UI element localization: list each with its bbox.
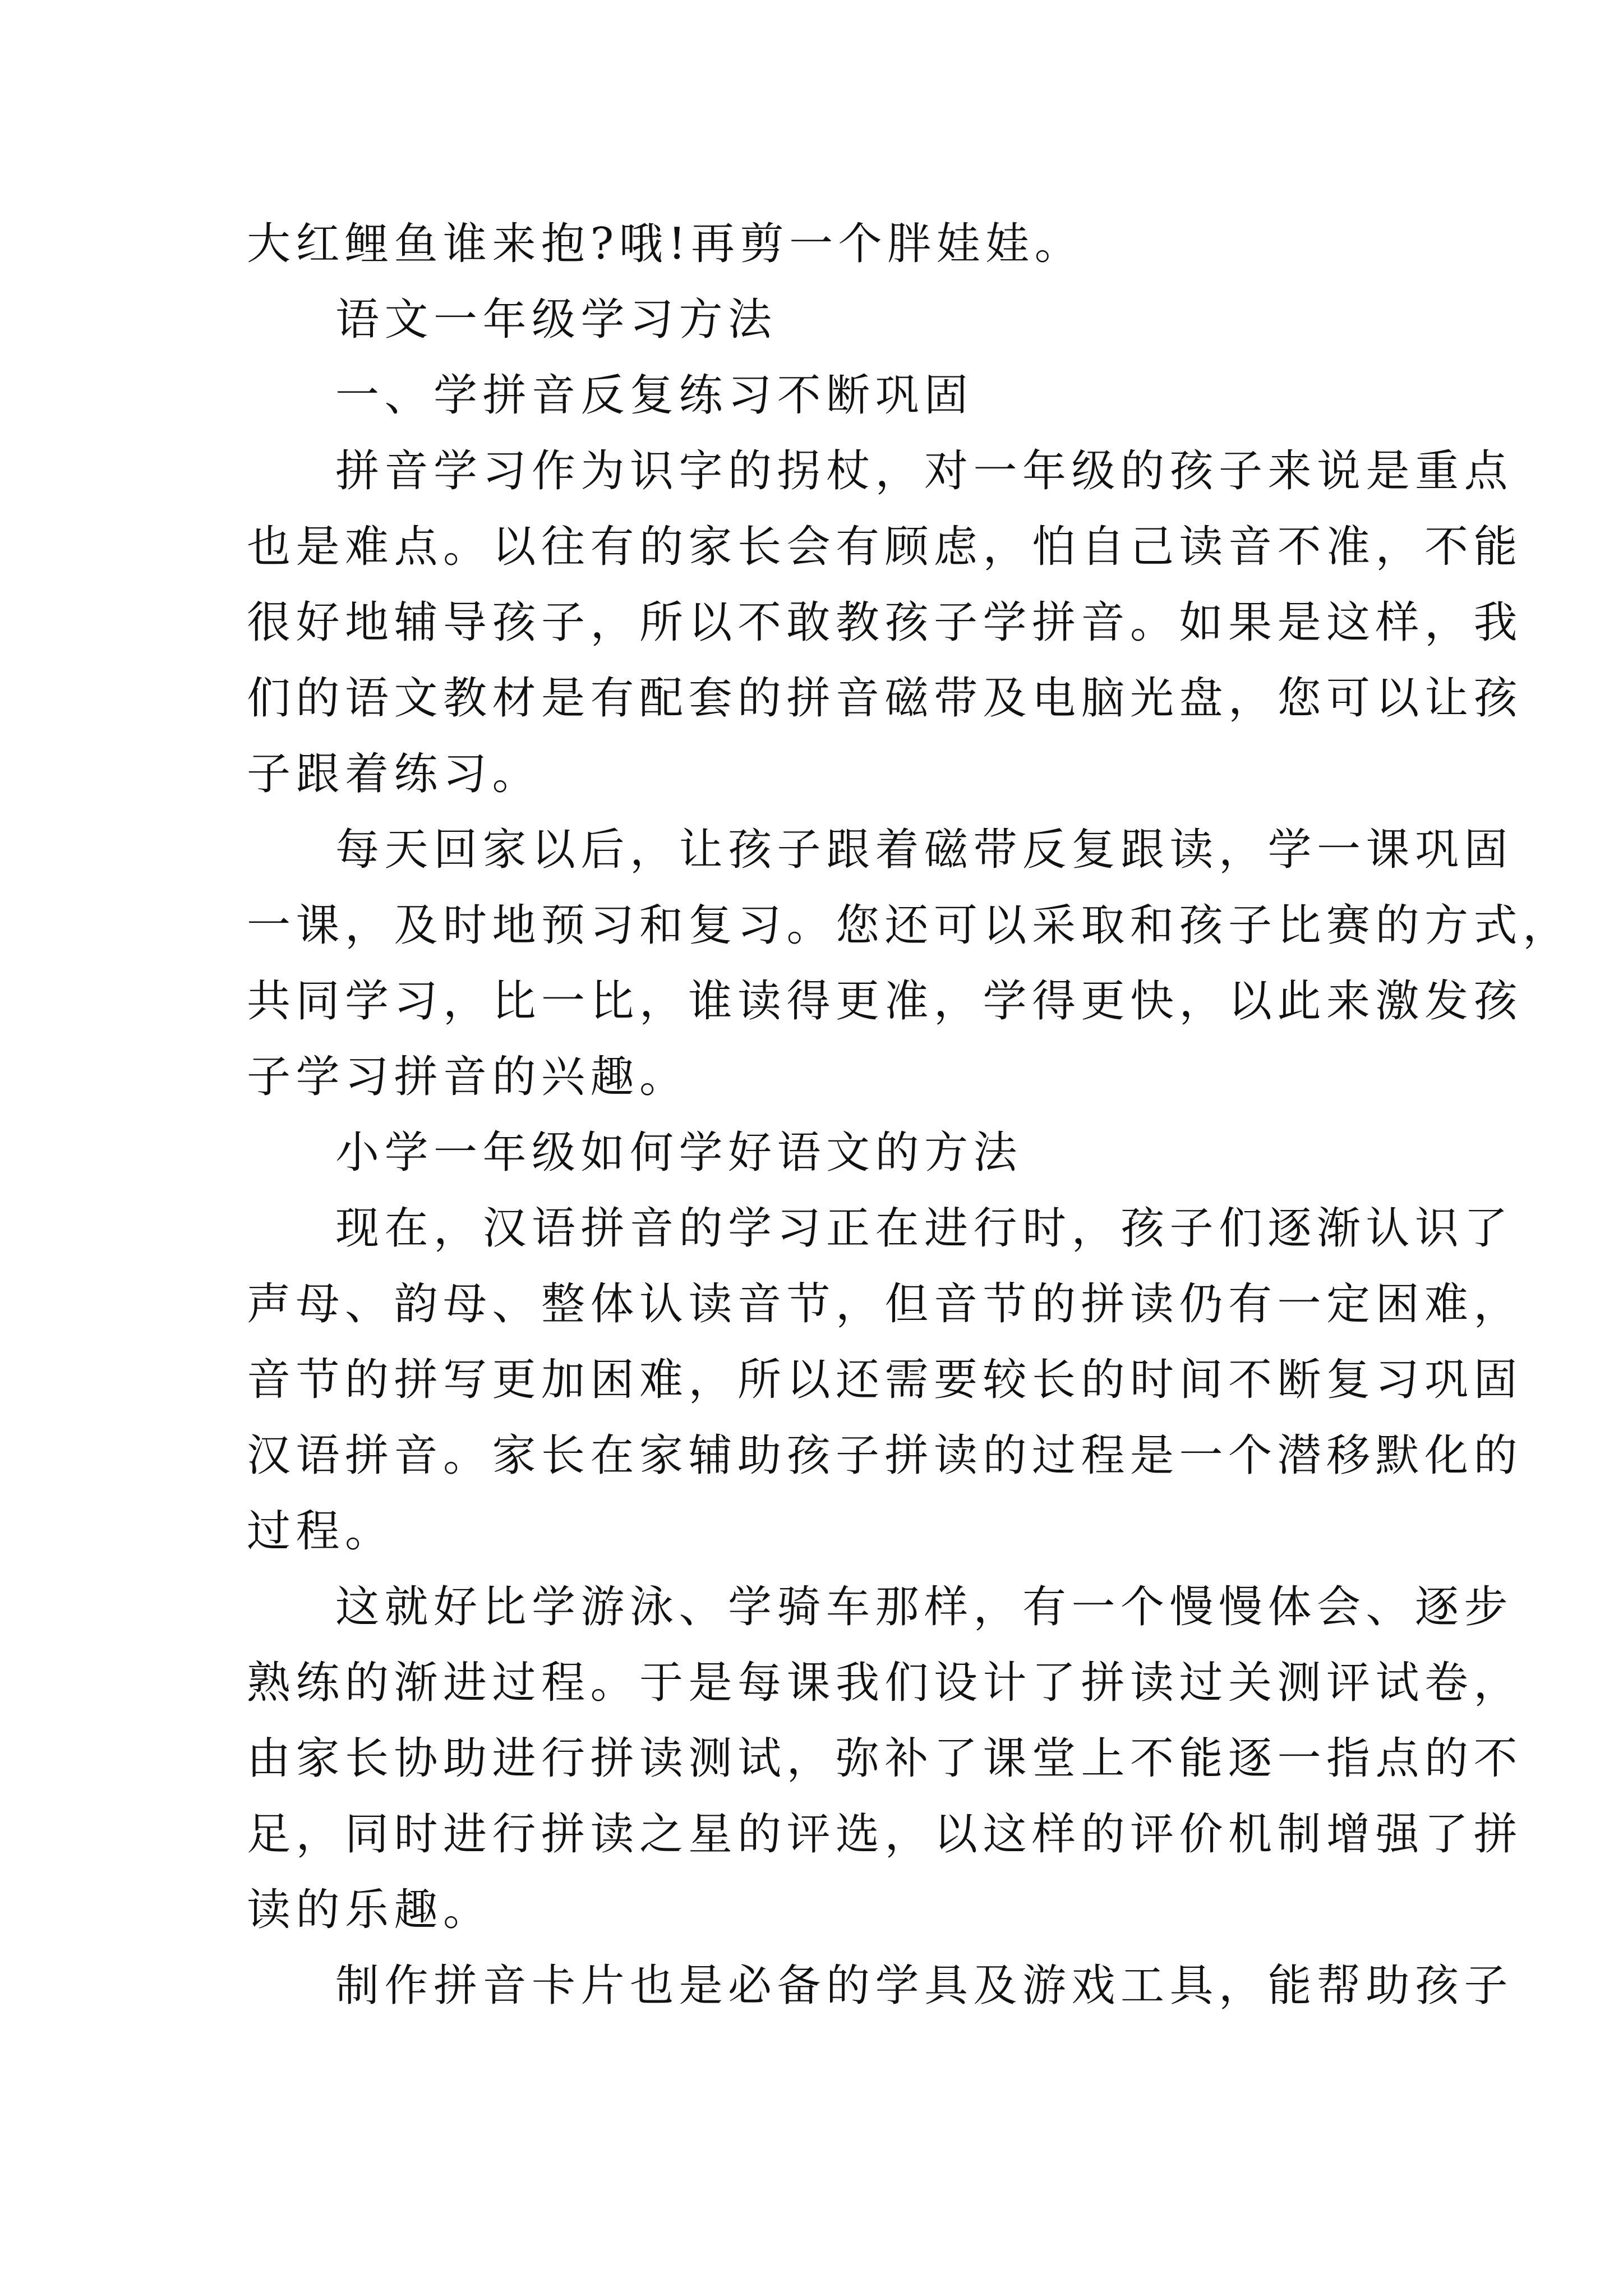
text-line: 们的语文教材是有配套的拼音磁带及电脑光盘，您可以让孩: [247, 673, 1523, 724]
paragraph-first-line: 现在，汉语拼音的学习正在进行时，孩子们逐渐认识了: [335, 1203, 1514, 1254]
text-line: 大红鲤鱼谁来抱?哦!再剪一个胖娃娃。: [247, 219, 1084, 269]
text-line: 足，同时进行拼读之星的评选，以这样的评价机制增强了拼: [247, 1809, 1523, 1860]
paragraph-first-line: 这就好比学游泳、学骑车那样，有一个慢慢体会、逐步: [335, 1582, 1514, 1632]
text-line: 共同学习，比一比，谁读得更准，学得更快，以此来激发孩: [247, 976, 1523, 1027]
paragraph-first-line: 每天回家以后，让孩子跟着磁带反复跟读，学一课巩固: [335, 825, 1514, 875]
text-line: 子跟着练习。: [247, 749, 542, 799]
text-line: 一课，及时地预习和复习。您还可以采取和孩子比赛的方式，: [247, 900, 1572, 951]
text-line: 很好地辅导孩子，所以不敢教孩子学拼音。如果是这样，我: [247, 597, 1523, 648]
paragraph-first-line: 制作拼音卡片也是必备的学具及游戏工具，能帮助孩子: [335, 1961, 1514, 2011]
text-line: 子学习拼音的兴趣。: [247, 1052, 689, 1102]
paragraph-first-line: 拼音学习作为识字的拐杖，对一年级的孩子来说是重点: [335, 446, 1514, 496]
section-heading: 语文一年级学习方法: [335, 295, 777, 345]
text-line: 过程。: [247, 1506, 394, 1557]
text-line: 由家长协助进行拼读测试，弥补了课堂上不能逐一指点的不: [247, 1733, 1523, 1784]
section-heading: 一、学拼音反复练习不断巩固: [335, 370, 974, 421]
text-line: 读的乐趣。: [247, 1885, 492, 1935]
section-heading: 小学一年级如何学好语文的方法: [335, 1128, 1023, 1178]
text-line: 汉语拼音。家长在家辅助孩子拼读的过程是一个潜移默化的: [247, 1430, 1523, 1481]
text-line: 音节的拼写更加困难，所以还需要较长的时间不断复习巩固: [247, 1355, 1523, 1405]
text-line: 也是难点。以往有的家长会有顾虑，怕自己读音不准，不能: [247, 522, 1523, 572]
text-line: 声母、韵母、整体认读音节，但音节的拼读仍有一定困难，: [247, 1279, 1523, 1329]
text-line: 熟练的渐进过程。于是每课我们设计了拼读过关测评试卷，: [247, 1658, 1523, 1708]
